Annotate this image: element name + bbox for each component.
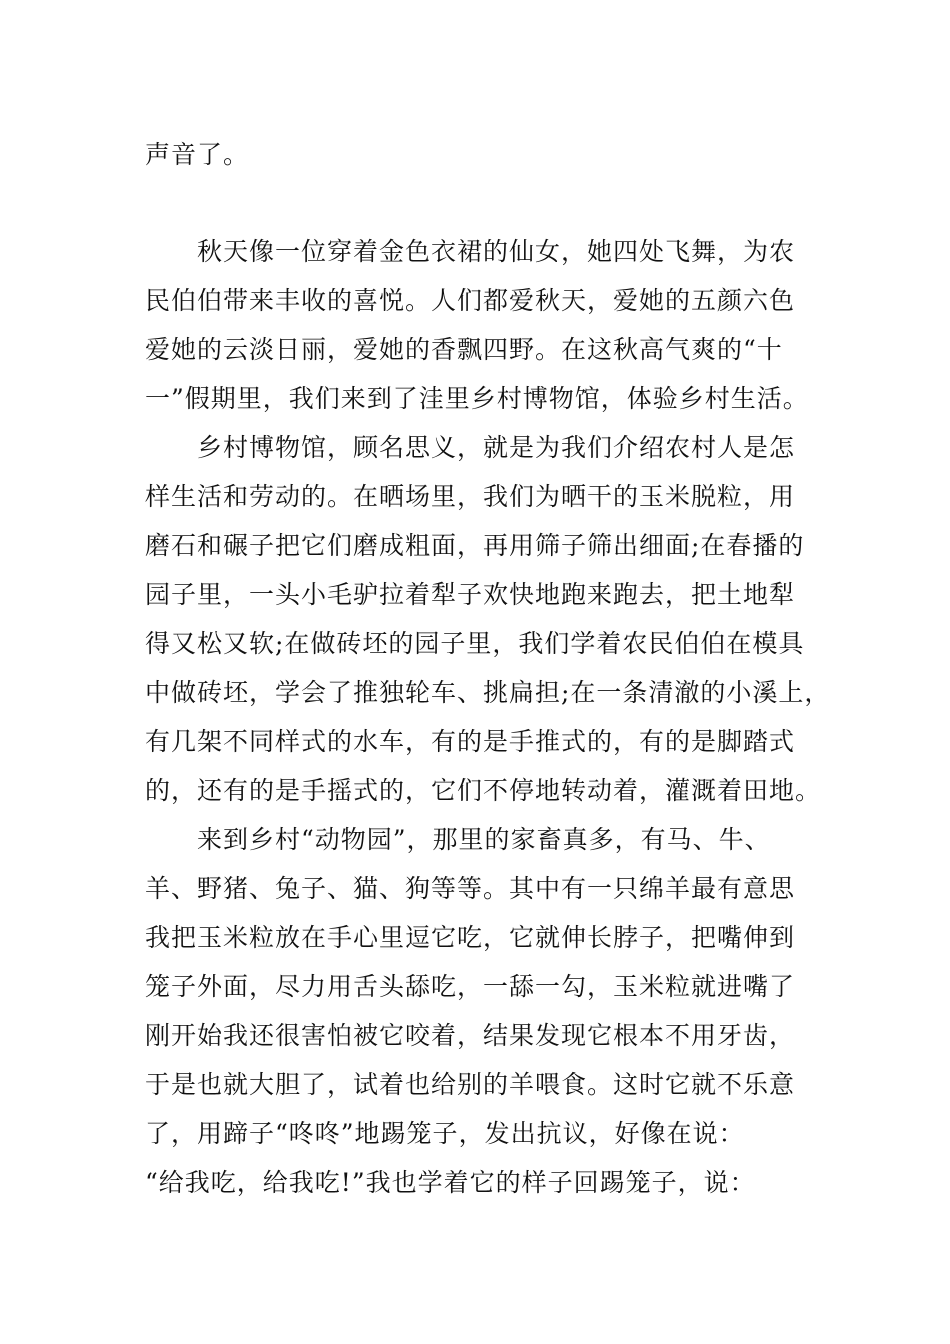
- text-line: 样生活和劳动的。在晒场里，我们为晒干的玉米脱粒，用: [145, 482, 796, 511]
- text-line: 我把玉米粒放在手心里逗它吃，它就伸长脖子，把嘴伸到: [145, 923, 796, 952]
- text-line: 笼子外面，尽力用舌头舔吃，一舔一勾，玉米粒就进嘴了: [145, 972, 796, 1001]
- text-line: 爱她的云淡日丽，爱她的香飘四野。在这秋高气爽的“十: [145, 335, 783, 364]
- text-line: 刚开始我还很害怕被它咬着，结果发现它根本不用牙齿，: [145, 1021, 796, 1050]
- text-line: 羊、野猪、兔子、猫、狗等等。其中有一只绵羊最有意思: [145, 874, 796, 903]
- text-line: 中做砖坯，学会了推独轮车、挑扁担;在一条清澈的小溪上，: [145, 678, 831, 707]
- text-line: 一”假期里，我们来到了洼里乡村博物馆，体验乡村生活。: [145, 384, 809, 413]
- text-line: 于是也就大胆了，试着也给别的羊喂食。这时它就不乐意: [145, 1070, 796, 1099]
- text-line: 园子里，一头小毛驴拉着犁子欢快地跑来跑去，把土地犁: [145, 580, 796, 609]
- text-line: 乡村博物馆，顾名思义，就是为我们介绍农村人是怎: [197, 433, 796, 462]
- text-line: 磨石和碾子把它们磨成粗面，再用筛子筛出细面;在春播的: [145, 531, 805, 560]
- text-line: 声音了。: [145, 140, 250, 169]
- text-line: 有几架不同样式的水车，有的是手推式的，有的是脚踏式: [145, 727, 796, 756]
- text-line: 了，用蹄子“咚咚”地踢笼子，发出抗议，好像在说：: [145, 1119, 745, 1148]
- text-line: 得又松又软;在做砖坯的园子里，我们学着农民伯伯在模具: [145, 629, 805, 658]
- text-line: 来到乡村“动物园”，那里的家畜真多，有马、牛、: [197, 825, 771, 854]
- text-line: 民伯伯带来丰收的喜悦。人们都爱秋天，爱她的五颜六色: [145, 286, 796, 315]
- text-line: “给我吃，给我吃!”我也学着它的样子回踢笼子，说：: [145, 1168, 756, 1197]
- text-line: 秋天像一位穿着金色衣裙的仙女，她四处飞舞，为农: [197, 237, 796, 266]
- text-line: 的，还有的是手摇式的，它们不停地转动着，灌溉着田地。: [145, 776, 822, 805]
